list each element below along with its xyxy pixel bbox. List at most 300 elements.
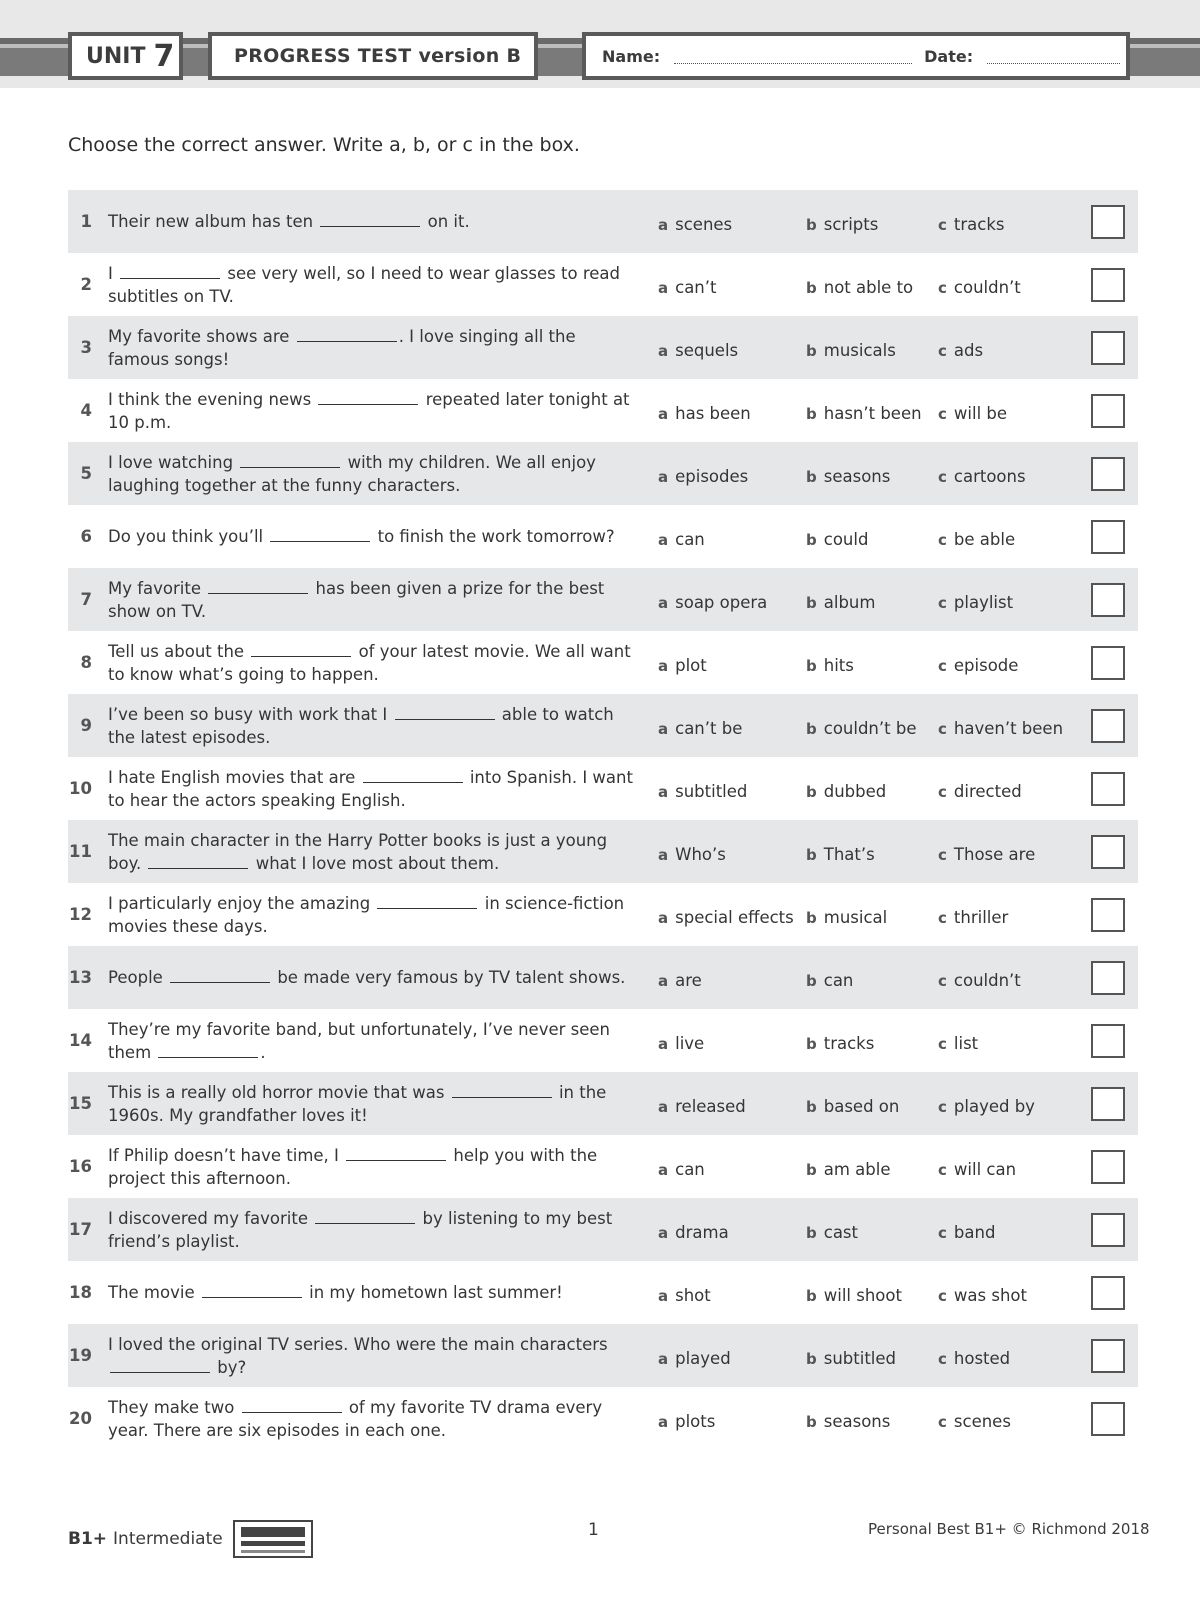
page-number: 1 [588,1520,599,1540]
option-c [938,1009,978,1072]
question-number: 18 [69,1283,92,1302]
question-text-before: I hate English movies that are [108,767,356,787]
option-letter: a [658,1286,669,1305]
option-c [938,883,1008,946]
question-text [108,1261,638,1324]
answer-box[interactable] [1091,457,1125,491]
gap-blank [208,579,308,594]
question-row [68,190,1138,253]
option-b [806,946,853,1009]
question-text-before: I’ve been so busy with work that I [108,704,388,724]
question-text [108,820,638,883]
option-letter: a [658,1160,669,1179]
copyright: Personal Best B1+ © Richmond 2018 [868,1520,1150,1538]
question-row [68,1009,1138,1072]
question-text-after: on it. [427,212,470,231]
option-letter: a [658,1034,669,1053]
option-text: tracks [953,215,1005,234]
gap-blank [148,854,248,869]
option-c [938,1261,1027,1324]
option-letter: b [806,278,817,297]
option-letter: a [658,908,669,927]
question-row [68,1387,1138,1450]
question-number: 9 [80,716,92,735]
option-a [658,190,732,253]
option-b [806,757,886,820]
answer-box[interactable] [1091,1339,1125,1373]
unit-badge [68,32,183,80]
question-number: 16 [69,1157,92,1176]
option-letter: c [938,1223,947,1242]
level-name: Intermediate [113,1529,223,1549]
question-number: 4 [80,401,92,420]
option-letter: b [806,1034,817,1053]
option-b [806,1324,896,1387]
option-text: list [953,1034,979,1053]
option-letter: a [658,341,669,360]
option-text: shot [675,1286,711,1305]
question-text-after: able to watch the latest episodes. [108,704,614,747]
option-a [658,316,738,379]
question-number: 3 [80,338,92,357]
option-letter: a [658,1097,669,1116]
option-letter: b [806,656,817,675]
gap-blank [363,768,463,783]
question-row [68,505,1138,568]
gap-blank [377,894,477,909]
question-text-after: see very well, so I need to wear glasses to read subtitles on TV. [108,263,620,306]
option-b [806,505,868,568]
option-a [658,442,748,505]
option-text: thriller [953,908,1009,927]
option-text: dubbed [823,782,887,801]
option-letter: c [938,215,947,234]
option-text: cartoons [953,467,1026,486]
option-text: plot [675,656,707,675]
question-text [108,442,638,505]
question-text-after: . [260,1042,266,1062]
option-text: subtitled [823,1349,897,1368]
option-text: sequels [675,341,739,360]
question-text-before: They’re my favorite band, but unfortunately, I’ve never seen them [108,1019,611,1062]
option-letter: c [938,341,947,360]
question-text-before: If Philip doesn’t have time, I [108,1145,339,1165]
option-b [806,1387,890,1450]
option-text: playlist [953,593,1014,612]
question-text [108,631,638,694]
option-c [938,1072,1035,1135]
option-text: are [675,971,702,990]
option-text: can’t [675,278,717,297]
option-text: musical [823,908,888,927]
gap-blank [240,453,340,468]
option-text: hasn’t been [823,404,922,423]
option-letter: b [806,341,817,360]
question-text-before: Their new album has ten [108,212,314,231]
option-b [806,631,854,694]
answer-box[interactable] [1091,646,1125,680]
option-b [806,253,913,316]
option-letter: b [806,1160,817,1179]
answer-box[interactable] [1091,1087,1125,1121]
option-text: played by [953,1097,1035,1116]
answer-box[interactable] [1091,1276,1125,1310]
question-text-before: People [108,968,163,987]
option-a [658,253,716,316]
question-text-before: My favorite [108,578,202,598]
question-row [68,1198,1138,1261]
question-row [68,316,1138,379]
question-text-after: by? [217,1357,247,1377]
option-text: scripts [823,215,879,234]
answer-box[interactable] [1091,835,1125,869]
option-letter: c [938,530,947,549]
question-row [68,694,1138,757]
option-b [806,1261,902,1324]
question-text-after: with my children. We all enjoy laughing together at the funny characters. [108,452,596,495]
question-row [68,757,1138,820]
question-text-before: They make two [108,1397,235,1417]
option-c [938,694,1063,757]
option-letter: b [806,971,817,990]
option-c [938,631,1018,694]
option-text: directed [953,782,1022,801]
question-number: 11 [69,842,92,861]
option-a [658,1387,715,1450]
question-text [108,1324,638,1387]
question-text-after: be made very famous by TV talent shows. [277,968,626,987]
option-letter: b [806,1412,817,1431]
gap-blank [395,705,495,720]
option-text: ads [953,341,984,360]
option-letter: a [658,404,669,423]
answer-box[interactable] [1091,1402,1125,1436]
option-text: soap opera [675,593,768,612]
option-c [938,1198,995,1261]
answer-box[interactable] [1091,772,1125,806]
option-a [658,1198,729,1261]
option-letter: a [658,215,669,234]
gap-blank [318,390,418,405]
question-row [68,379,1138,442]
question-text-after: in my hometown last summer! [309,1283,563,1302]
option-c [938,1135,1016,1198]
option-c [938,1387,1011,1450]
question-text [108,694,638,757]
question-text-before: I discovered my favorite [108,1208,308,1228]
option-text: band [953,1223,996,1242]
answer-box[interactable] [1091,961,1125,995]
question-row [68,253,1138,316]
option-letter: c [938,278,947,297]
option-text: was shot [953,1286,1027,1305]
option-letter: b [806,467,817,486]
option-text: couldn’t [953,278,1021,297]
option-a [658,820,726,883]
option-c [938,190,1005,253]
option-b [806,820,875,883]
answer-box[interactable] [1091,394,1125,428]
option-text: tracks [823,1034,875,1053]
option-a [658,379,751,442]
option-letter: a [658,719,669,738]
option-letter: c [938,404,947,423]
question-text [108,568,638,631]
name-field[interactable] [674,49,912,64]
answer-box[interactable] [1091,1024,1125,1058]
option-text: episode [953,656,1019,675]
option-a [658,946,702,1009]
option-letter: c [938,1034,947,1053]
instructions: Choose the correct answer. Write a, b, or c in the box. [68,134,580,156]
option-b [806,190,878,253]
option-c [938,379,1007,442]
question-number: 14 [69,1031,92,1050]
question-text [108,505,638,568]
unit-number: 7 [153,38,175,74]
option-b [806,883,887,946]
question-text-after: in the 1960s. My grandfather loves it! [108,1082,607,1125]
option-c [938,820,1035,883]
option-letter: b [806,1223,817,1242]
option-text: album [823,593,876,612]
question-text-after: has been given a prize for the best show on TV. [108,578,605,621]
gap-blank [158,1043,258,1058]
option-letter: a [658,782,669,801]
gap-blank [346,1146,446,1161]
answer-box[interactable] [1091,583,1125,617]
option-text: not able to [823,278,914,297]
question-number: 6 [80,527,92,546]
option-a [658,757,747,820]
question-text-after: what I love most about them. [255,853,500,873]
option-letter: c [938,656,947,675]
option-c [938,253,1021,316]
option-letter: a [658,656,669,675]
answer-box[interactable] [1091,205,1125,239]
gap-blank [315,1209,415,1224]
question-text [108,757,638,820]
question-text-before: The main character in the Harry Potter books is just a young boy. [108,830,608,873]
date-field[interactable] [987,49,1120,64]
question-text-after: of my favorite TV drama every year. There are six episodes in each one. [108,1397,603,1440]
answer-box[interactable] [1091,898,1125,932]
option-letter: c [938,908,947,927]
option-letter: b [806,1349,817,1368]
option-letter: b [806,1286,817,1305]
option-text: be able [953,530,1016,549]
option-text: has been [675,404,751,423]
question-text [108,1387,638,1450]
option-letter: c [938,593,947,612]
question-text [108,316,638,379]
question-number: 19 [69,1346,92,1365]
option-text: can [823,971,854,990]
option-letter: c [938,1412,947,1431]
option-letter: c [938,782,947,801]
option-a [658,1261,711,1324]
option-text: am able [823,1160,891,1179]
option-b [806,568,875,631]
option-a [658,568,767,631]
question-number: 2 [80,275,92,294]
question-number: 5 [80,464,92,483]
unit-label: UNIT [86,43,146,69]
option-text: can’t be [675,719,743,738]
option-c [938,505,1015,568]
option-text: special effects [675,908,794,927]
question-row [68,1324,1138,1387]
question-text [108,1009,638,1072]
option-c [938,1324,1010,1387]
option-text: released [675,1097,746,1116]
question-text [108,883,638,946]
answer-box[interactable] [1091,331,1125,365]
option-text: subtitled [675,782,748,801]
question-text-before: I think the evening news [108,389,312,409]
answer-box[interactable] [1091,1213,1125,1247]
question-text-after: by listening to my best friend’s playlist. [108,1208,613,1251]
footer-level [68,1520,313,1558]
question-text-after: of your latest movie. We all want to know what’s going to happen. [108,641,631,684]
option-b [806,694,916,757]
question-text-before: I particularly enjoy the amazing [108,893,371,913]
gap-blank [297,327,397,342]
option-letter: c [938,1349,947,1368]
date-label: Date: [924,46,974,66]
option-letter: a [658,1412,669,1431]
option-b [806,1198,858,1261]
option-text: Who’s [675,845,726,864]
option-text: can [675,530,705,549]
option-a [658,883,794,946]
personal-best-logo [233,1520,313,1558]
question-text-after: help you with the project this afternoon. [108,1145,598,1188]
option-text: episodes [675,467,749,486]
option-text: played [675,1349,731,1368]
question-row [68,820,1138,883]
question-text [108,1072,638,1135]
option-b [806,442,890,505]
option-text: based on [823,1097,900,1116]
question-row [68,1135,1138,1198]
question-text-after: in science-fiction movies these days. [108,893,625,936]
option-letter: b [806,215,817,234]
option-b [806,379,922,442]
option-text: live [675,1034,705,1053]
answer-box[interactable] [1091,268,1125,302]
option-text: haven’t been [953,719,1064,738]
option-text: will be [953,404,1008,423]
gap-blank [120,264,220,279]
option-letter: a [658,467,669,486]
option-c [938,316,983,379]
option-letter: b [806,782,817,801]
question-row [68,883,1138,946]
question-number: 10 [69,779,92,798]
option-b [806,1072,899,1135]
question-text-before: Do you think you’ll [108,527,264,546]
question-text-before: My favorite shows are [108,326,290,346]
question-row [68,946,1138,1009]
option-letter: c [938,719,947,738]
option-letter: a [658,845,669,864]
question-number: 20 [69,1409,92,1428]
option-text: plots [675,1412,716,1431]
option-letter: c [938,1286,947,1305]
option-text: will can [953,1160,1017,1179]
answer-box[interactable] [1091,1150,1125,1184]
option-a [658,694,742,757]
question-number: 12 [69,905,92,924]
question-text-after: to finish the work tomorrow? [377,527,615,546]
answer-box[interactable] [1091,520,1125,554]
question-row [68,568,1138,631]
option-a [658,631,707,694]
option-letter: c [938,1097,947,1116]
option-b [806,316,896,379]
question-number: 8 [80,653,92,672]
question-text [108,190,638,253]
question-text [108,379,638,442]
option-c [938,757,1022,820]
question-text-before: I [108,263,113,283]
question-text [108,1135,638,1198]
question-text-before: The movie [108,1283,195,1302]
question-number: 17 [69,1220,92,1239]
question-text-before: This is a really old horror movie that was [108,1082,445,1102]
option-letter: a [658,593,669,612]
question-number: 1 [80,212,92,231]
name-date-box [582,32,1130,80]
option-text: cast [823,1223,858,1242]
question-text-after: . I love singing all the famous songs! [108,326,576,369]
option-letter: b [806,908,817,927]
option-letter: c [938,1160,947,1179]
option-text: scenes [675,215,733,234]
option-letter: b [806,530,817,549]
option-letter: a [658,971,669,990]
option-c [938,442,1026,505]
question-text-before: I love watching [108,452,234,472]
option-letter: b [806,719,817,738]
gap-blank [251,642,351,657]
question-text-before: I loved the original TV series. Who were the main characters [108,1334,608,1354]
option-text: will shoot [823,1286,902,1305]
test-title: PROGRESS TEST version B [208,32,538,80]
question-row [68,442,1138,505]
option-text: scenes [953,1412,1011,1431]
gap-blank [242,1398,342,1413]
option-b [806,1009,874,1072]
question-row [68,631,1138,694]
option-b [806,1135,891,1198]
option-letter: a [658,1349,669,1368]
question-text [108,253,638,316]
option-c [938,946,1021,1009]
option-letter: c [938,845,947,864]
gap-blank [202,1283,302,1298]
level-code: B1+ [68,1529,108,1549]
option-text: couldn’t [953,971,1021,990]
option-letter: a [658,530,669,549]
question-text [108,946,638,1009]
answer-box[interactable] [1091,709,1125,743]
gap-blank [170,968,270,983]
question-text-after: into Spanish. I want to hear the actors speaking English. [108,767,633,810]
option-letter: a [658,278,669,297]
question-number: 7 [80,590,92,609]
